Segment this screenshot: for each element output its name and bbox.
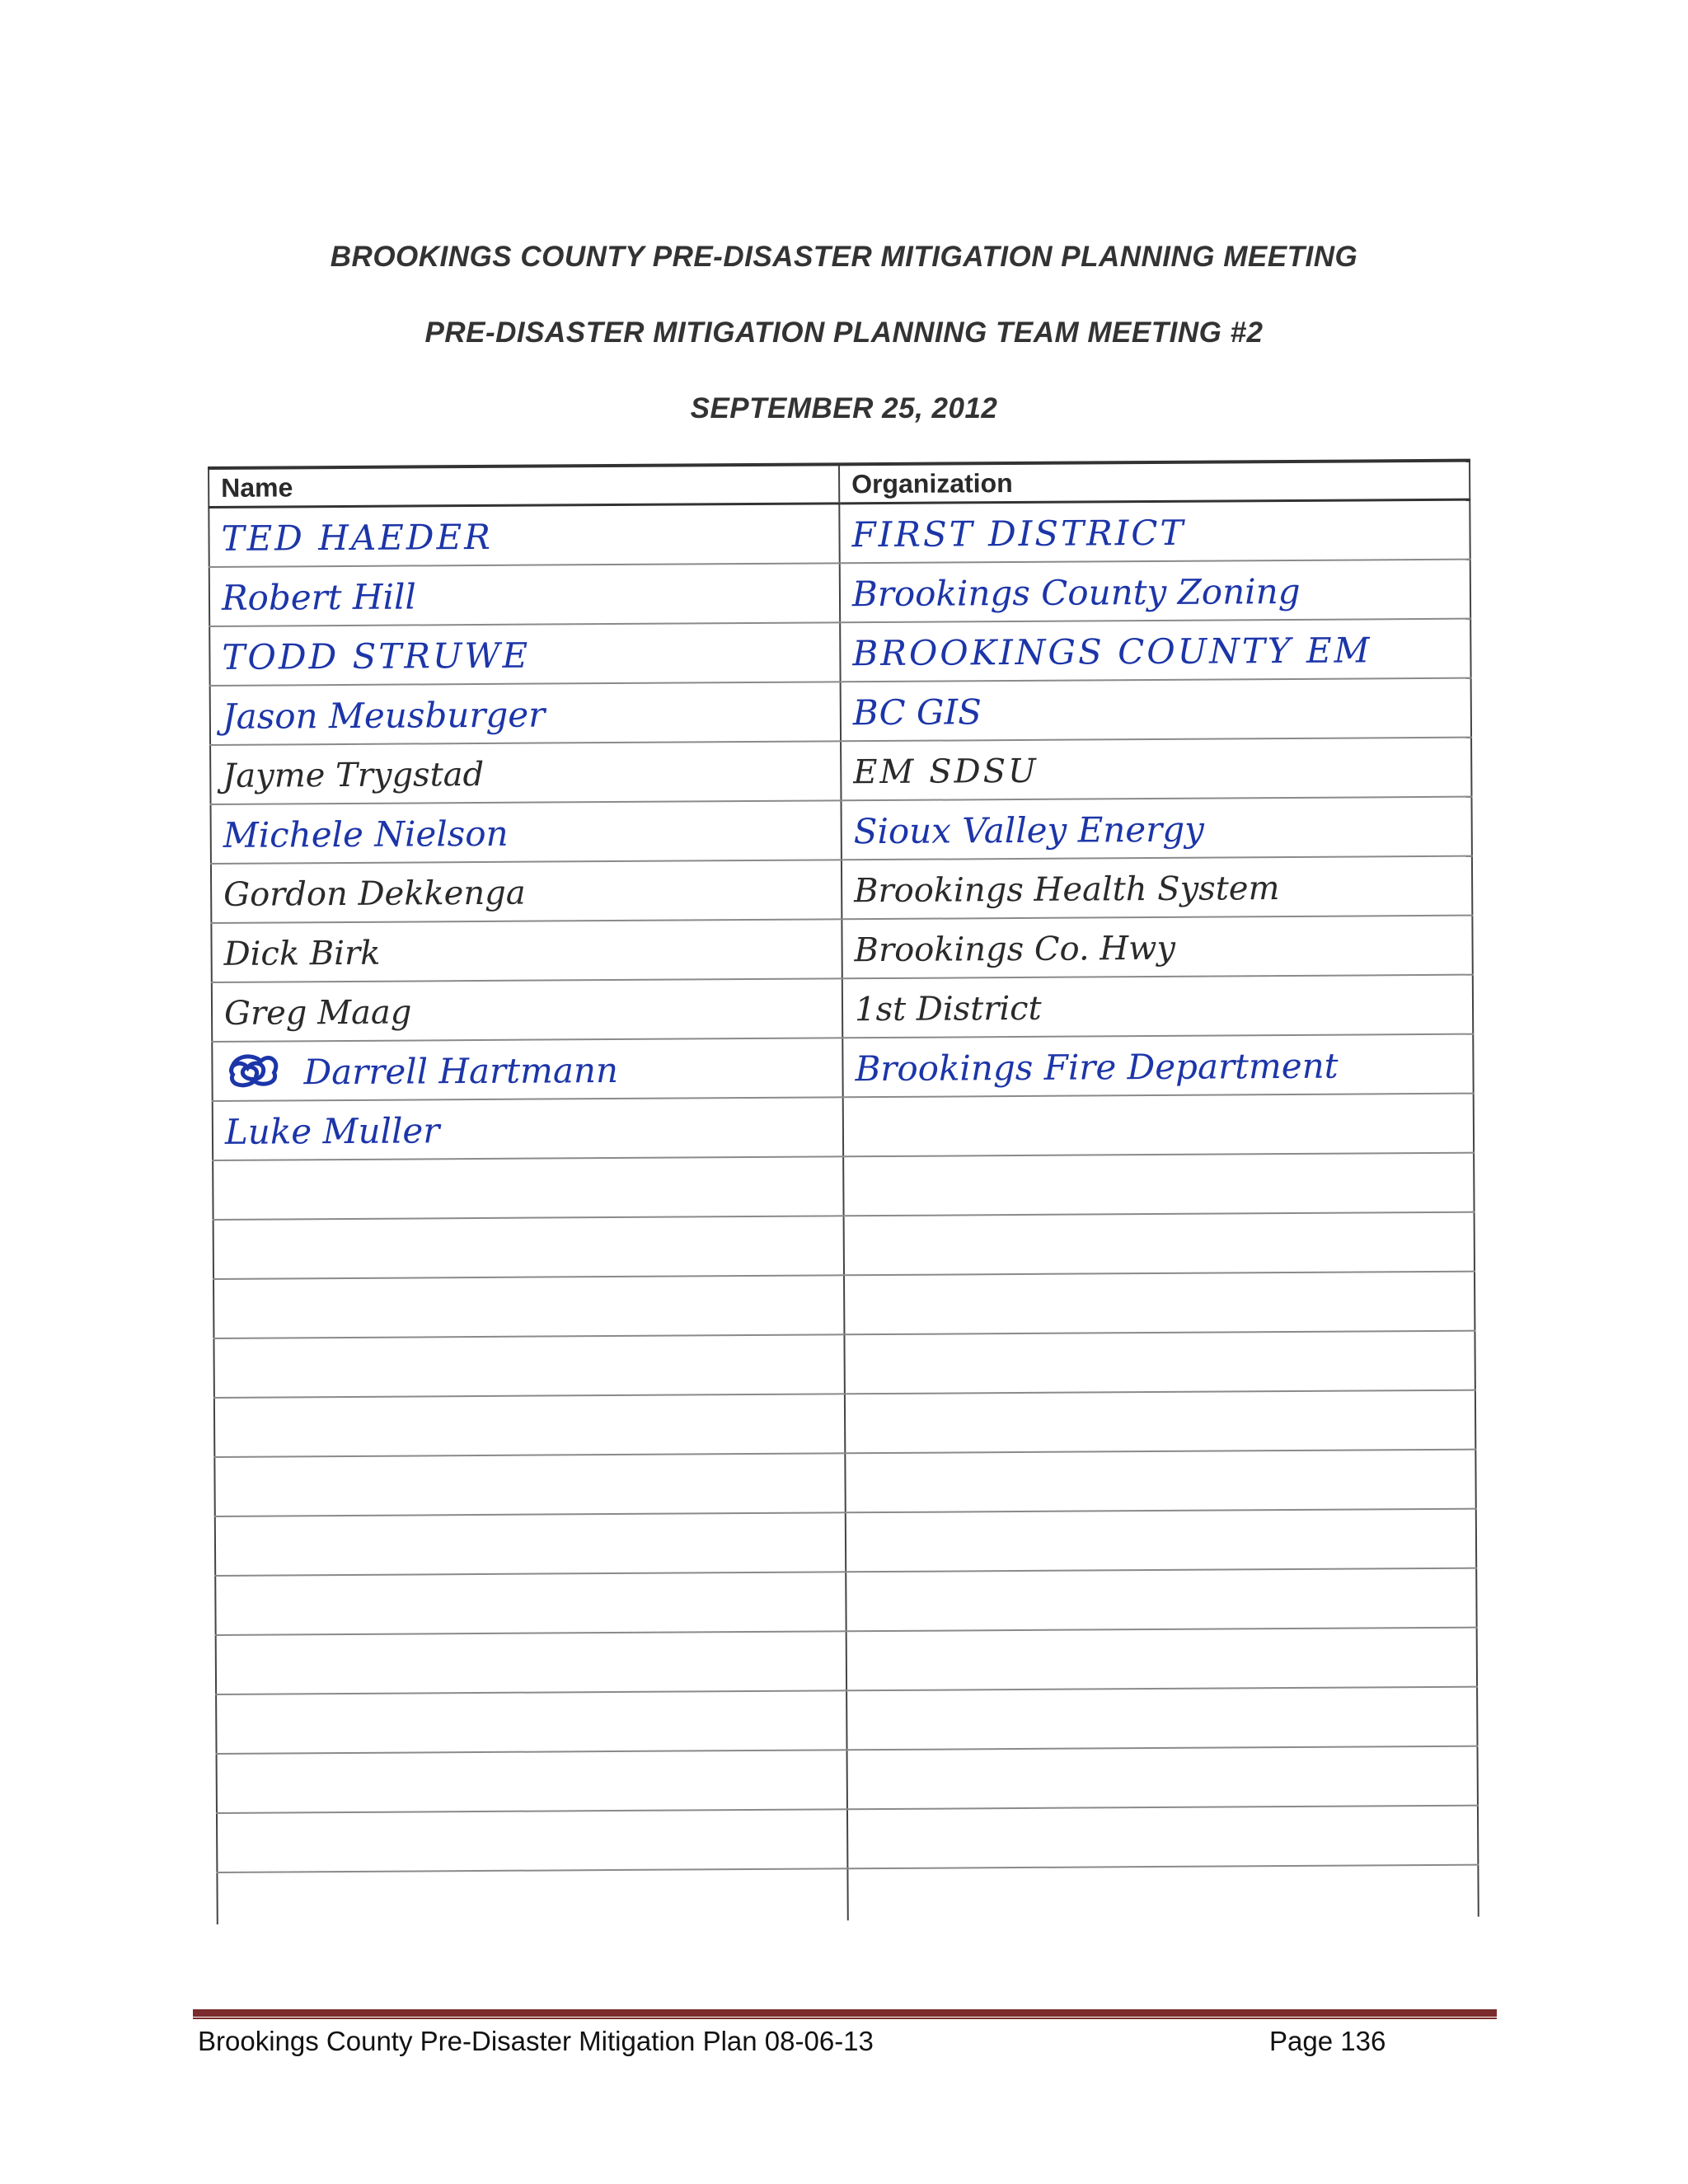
organization-cell (840, 619, 1470, 682)
table-row (215, 1568, 1476, 1635)
name-cell (217, 1809, 847, 1872)
name-cell (212, 978, 842, 1042)
organization-cell (844, 1212, 1475, 1276)
table-row (212, 1034, 1473, 1101)
scribble-mark-icon (224, 1049, 282, 1089)
name-cell (213, 1275, 844, 1338)
organization-cell (845, 1390, 1475, 1454)
organization-cell (846, 1509, 1476, 1572)
handwritten-name: Robert Hill (221, 576, 417, 618)
footer-document-name: Brookings County Pre-Disaster Mitigation Plan 08-06-13 (198, 2026, 874, 2056)
organization-cell (847, 1806, 1478, 1869)
name-cell (215, 1512, 846, 1576)
name-cell (212, 1038, 842, 1101)
handwritten-organization: BC GIS (852, 691, 982, 733)
table-row (210, 678, 1471, 745)
table-row (217, 1746, 1478, 1813)
organization-cell (842, 916, 1472, 979)
organization-cell (842, 856, 1472, 920)
name-cell (209, 622, 840, 686)
organization-cell (841, 678, 1471, 742)
name-cell (214, 1394, 845, 1457)
name-cell (213, 1156, 843, 1220)
organization-cell (846, 1687, 1477, 1750)
table-row (213, 1272, 1475, 1338)
handwritten-name: Darrell Hartmann (303, 1049, 619, 1093)
organization-cell (843, 1153, 1474, 1216)
handwritten-name: Jayme Trygstad (223, 755, 485, 795)
table-row (217, 1865, 1478, 1924)
handwritten-name: TODD STRUWE (222, 635, 531, 677)
footer-page-number: Page 136 (1269, 2026, 1386, 2056)
table-row (209, 560, 1470, 626)
name-cell (213, 1097, 843, 1160)
table-row (213, 1153, 1474, 1220)
organization-cell (840, 560, 1470, 623)
document-title: BROOKINGS COUNTY PRE-DISASTER MITIGATION PLANNING MEETING (330, 241, 1358, 273)
handwritten-organization: Brookings Co. Hwy (854, 929, 1176, 970)
name-cell (210, 741, 841, 804)
name-cell (210, 682, 841, 745)
handwritten-organization: Brookings Health System (854, 869, 1280, 911)
organization-cell (846, 1628, 1477, 1691)
handwritten-name: Jason Meusburger (222, 694, 546, 737)
table-row (211, 916, 1472, 982)
organization-cell (841, 738, 1471, 801)
table-row (217, 1806, 1478, 1872)
organization-cell (845, 1450, 1475, 1513)
table-row (214, 1390, 1475, 1457)
organization-cell (842, 975, 1473, 1038)
organization-cell (841, 797, 1471, 860)
name-cell (216, 1690, 846, 1754)
organization-cell (844, 1272, 1475, 1335)
meeting-date: SEPTEMBER 25, 2012 (690, 392, 998, 424)
name-cell (214, 1453, 845, 1516)
table-row (215, 1509, 1476, 1576)
table-row (213, 1331, 1475, 1398)
name-cell (215, 1572, 846, 1635)
name-cell (211, 860, 842, 923)
table-row (210, 738, 1471, 804)
column-header-name: Name (209, 464, 839, 507)
sign-in-sheet (208, 459, 1478, 1933)
name-cell (213, 1216, 844, 1279)
handwritten-name: Michele Nielson (223, 813, 509, 855)
handwritten-name: Greg Maag (223, 993, 412, 1033)
table-row (211, 797, 1472, 864)
organization-cell (839, 499, 1470, 563)
name-cell (209, 504, 839, 567)
name-cell (216, 1631, 846, 1694)
organization-cell (843, 1094, 1474, 1157)
name-cell (209, 563, 840, 626)
table-row (214, 1450, 1475, 1516)
table-row (209, 499, 1470, 567)
handwritten-name: TED HAEDER (221, 516, 493, 559)
name-cell (217, 1868, 847, 1924)
handwritten-organization: Brookings Fire Department (855, 1045, 1339, 1090)
name-cell (217, 1750, 847, 1813)
table-row (216, 1628, 1477, 1694)
handwritten-organization: Sioux Valley Energy (853, 808, 1205, 852)
handwritten-organization: FIRST DISTRICT (851, 512, 1186, 555)
handwritten-organization: BROOKINGS COUNTY EM (852, 630, 1372, 674)
table-row (212, 975, 1473, 1042)
table-row (213, 1094, 1474, 1160)
organization-cell (847, 1746, 1478, 1810)
table-row (216, 1687, 1477, 1754)
name-cell (211, 800, 842, 864)
organization-cell (846, 1568, 1476, 1632)
handwritten-organization: EM SDSU (853, 752, 1039, 792)
table-row (211, 856, 1472, 923)
handwritten-name: Dick Birk (223, 934, 381, 973)
organization-cell (842, 1034, 1473, 1098)
name-cell (213, 1334, 844, 1398)
sign-in-table (208, 459, 1479, 1924)
document-subtitle: PRE-DISASTER MITIGATION PLANNING TEAM MEETING #2 (424, 316, 1264, 349)
handwritten-organization: Brookings County Zoning (851, 570, 1301, 615)
handwritten-organization: 1st District (854, 989, 1042, 1029)
handwritten-name: Luke Muller (224, 1110, 440, 1152)
name-cell (211, 919, 842, 982)
footer-rule (193, 2009, 1497, 2019)
table-row (213, 1212, 1475, 1279)
column-header-organization: Organization (839, 461, 1470, 504)
table-row (209, 619, 1470, 686)
organization-cell (847, 1865, 1478, 1921)
sign-in-table-body (209, 499, 1478, 1924)
organization-cell (844, 1331, 1475, 1394)
handwritten-name: Gordon Dekkenga (223, 874, 526, 914)
